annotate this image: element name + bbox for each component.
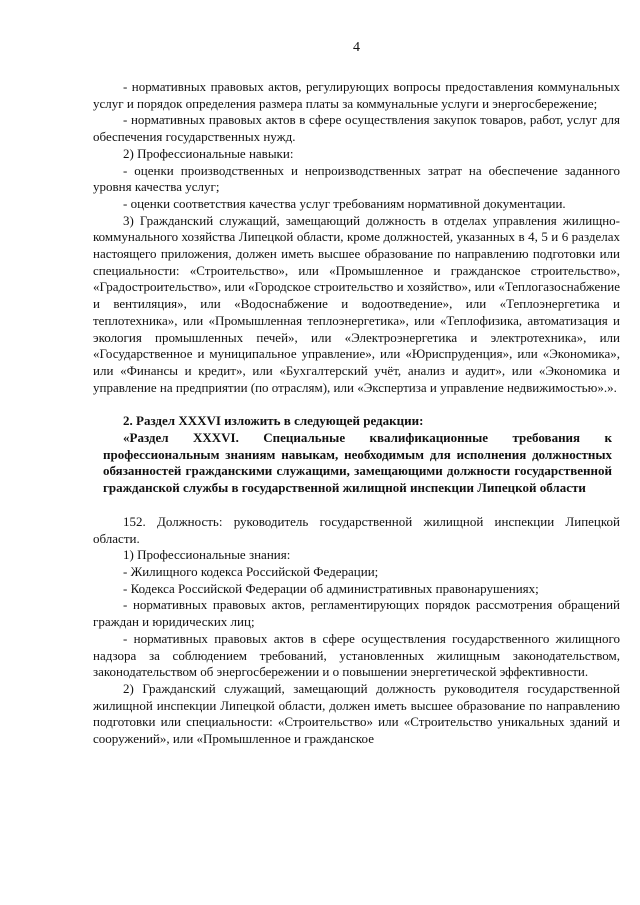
paragraph: - нормативных правовых актов, регулирующих вопросы предоставления коммунальных услуг и порядок определения размера платы за коммунальные услуги и энергосбережение; — [93, 79, 620, 111]
paragraph: 2) Профессиональные навыки: — [123, 145, 294, 161]
paragraph: - Жилищного кодекса Российской Федерации; — [123, 563, 379, 579]
paragraph: - нормативных правовых актов в сфере осуществления государственного жилищного надзора за соблюдением требований, установленных жилищным законодательством, законодательством об энергосбережении и о повышении энергетической эффективности. — [93, 630, 620, 680]
paragraph: - нормативных правовых актов, регламентирующих порядок рассмотрения обращений граждан и юридических лиц; — [93, 597, 620, 630]
page-number: 4 — [353, 40, 360, 55]
section-instruction: 2. Раздел XXXVI изложить в следующей редакции: — [123, 413, 424, 429]
paragraph: - Кодекса Российской Федерации об административных правонарушениях; — [123, 580, 539, 596]
section-heading: «Раздел XXXVI. Специальные квалификационные требования к профессиональным знаниям навыкам, необходимым для исполнения должностных обязанностей гражданскими служащими, замещающими должности государственной гражданской службы в государственной жилищной инспекции Липецкой области — [103, 430, 612, 496]
paragraph: - оценки производственных и непроизводственных затрат на обеспечение заданного уровня качества услуг; — [93, 162, 620, 195]
paragraph: 2) Гражданский служащий, замещающий должность руководителя государственной жилищной инспекции Липецкой области, должен иметь высшее образование по направлению подготовки или специальности: «Строительство» или «Строительство уникальных зданий и сооружений», или «Промышленное и гражданское — [93, 680, 620, 747]
paragraph: - нормативных правовых актов в сфере осуществления закупок товаров, работ, услуг для обеспечения государственных нужд. — [93, 112, 620, 145]
paragraph: 152. Должность: руководитель государственной жилищной инспекции Липецкой области. — [93, 513, 620, 546]
paragraph: 3) Гражданский служащий, замещающий должность в отделах управления жилищно-коммунального хозяйства Липецкой области, кроме должностей, указанных в 4, 5 и 6 разделах настоящего приложения, должен иметь высшее образование по направлению подготовки или специальности: «Строительство», или «Промышленное и гражданское строительство», «Градостроительство», или «Городское строительство и хозяйство», или «Теплогазоснабжение и вентиляция», или «Водоснабжение и водоотведение», или «Теплоэнергетика и теплотехника», или «Промышленная теплоэнергетика», или «Теплофизика, автоматизация и экология промышленных печей», или «Электроэнергетика и электротехника», или «Государственное и муниципальное управление», или «Юриспруденция», или «Экономика», или «Финансы и кредит», или «Бухгалтерский учёт, анализ и аудит», или «Экономика и управление на предприятии (по отраслям), или «Экспертиза и управление недвижимостью».». — [93, 212, 620, 395]
paragraph: 1) Профессиональные знания: — [123, 547, 291, 563]
paragraph: - оценки соответствия качества услуг требованиям нормативной документации. — [123, 195, 566, 211]
